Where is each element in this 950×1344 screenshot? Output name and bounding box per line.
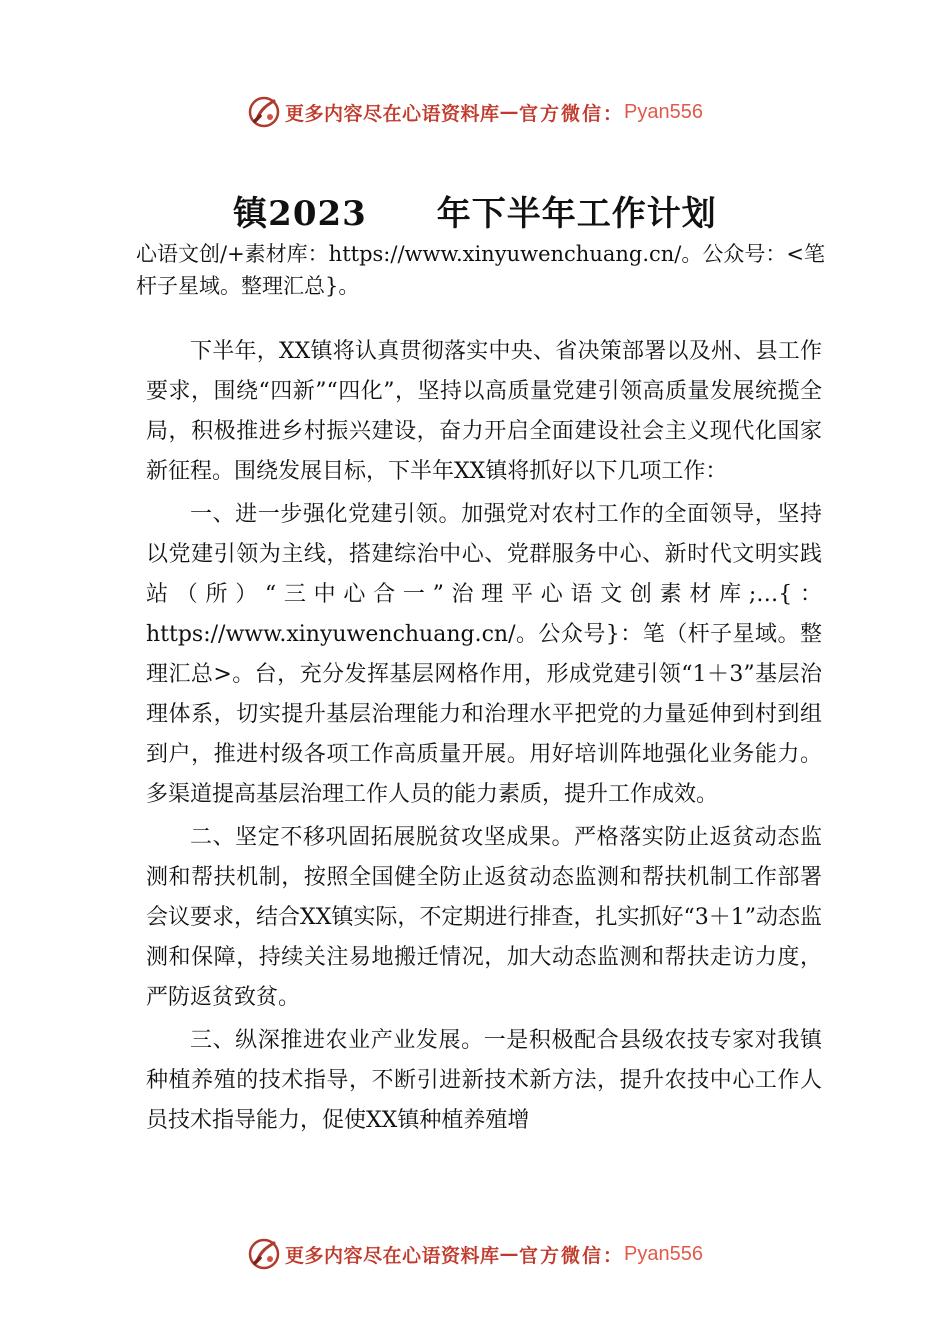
- banner-wechat-id: Pyan556: [624, 100, 703, 123]
- document-body: [146, 332, 822, 1144]
- footer-banner: [0, 1234, 950, 1274]
- banner-dash: —: [499, 101, 520, 123]
- brush-logo-icon: [247, 1237, 281, 1271]
- banner-dash: —: [499, 1243, 520, 1265]
- brush-logo-icon: [247, 95, 281, 129]
- banner-slogan: 更多内容尽在心语资料库: [285, 1244, 500, 1267]
- banner-slogan: 更多内容尽在心语资料库: [285, 102, 500, 125]
- document-title: 镇2023 年下半年工作计划: [233, 194, 717, 234]
- header-banner: [0, 92, 950, 132]
- banner-wechat-id: Pyan556: [624, 1242, 703, 1265]
- source-note: 心语文创/+素材库：https://www.xinyuwenchuang.cn/。公众号：<笔杆子星域。整理汇总}。: [136, 242, 825, 298]
- paragraph-poverty: 二、坚定不移巩固拓展脱贫攻坚成果。严格落实防止返贫动态监测和帮扶机制，按照全国健全防止返贫动态监测和帮扶机制工作部署会议要求，结合XX镇实际，不定期进行排查，扎实抓好“3＋1”动态监测和保障，持续关注易地搬迁情况，加大动态监测和帮扶走访力度，严防返贫致贫。: [146, 825, 822, 1010]
- banner-wechat-label: 官方微信：: [519, 102, 625, 125]
- paragraph-party-building: 一、进一步强化党建引领。加强党对农村工作的全面领导，坚持以党建引领为主线，搭建综治中心、党群服务中心、新时代文明实践站（所）“三中心合一”治理平心语文创素材库;…{：https://www.xinyuwenchuang.cn/。公众号}：笔（杆子星域。整理汇总>。台，充分发挥基层网格作用，形成党建引领“1＋3”基层治理体系，切实提升基层治理能力和治理水平把党的力量延伸到村到组到户，推进村级各项工作高质量开展。用好培训阵地强化业务能力。多渠道提高基层治理工作人员的能力素质，提升工作成效。: [146, 502, 822, 807]
- paragraph-intro: 下半年，XX镇将认真贯彻落实中央、省决策部署以及州、县工作要求，围绕“四新”“四化”，坚持以高质量党建引领高质量发展统揽全局，积极推进乡村振兴建设，奋力开启全面建设社会主义现代化国家新征程。围绕发展目标，下半年XX镇将抓好以下几项工作：: [146, 339, 822, 484]
- banner-wechat-label: 官方微信：: [519, 1244, 625, 1267]
- paragraph-agriculture: 三、纵深推进农业产业发展。一是积极配合县级农技专家对我镇种植养殖的技术指导，不断引进新技术新方法，提升农技中心工作人员技术指导能力，促使XX镇种植养殖增: [146, 1028, 822, 1133]
